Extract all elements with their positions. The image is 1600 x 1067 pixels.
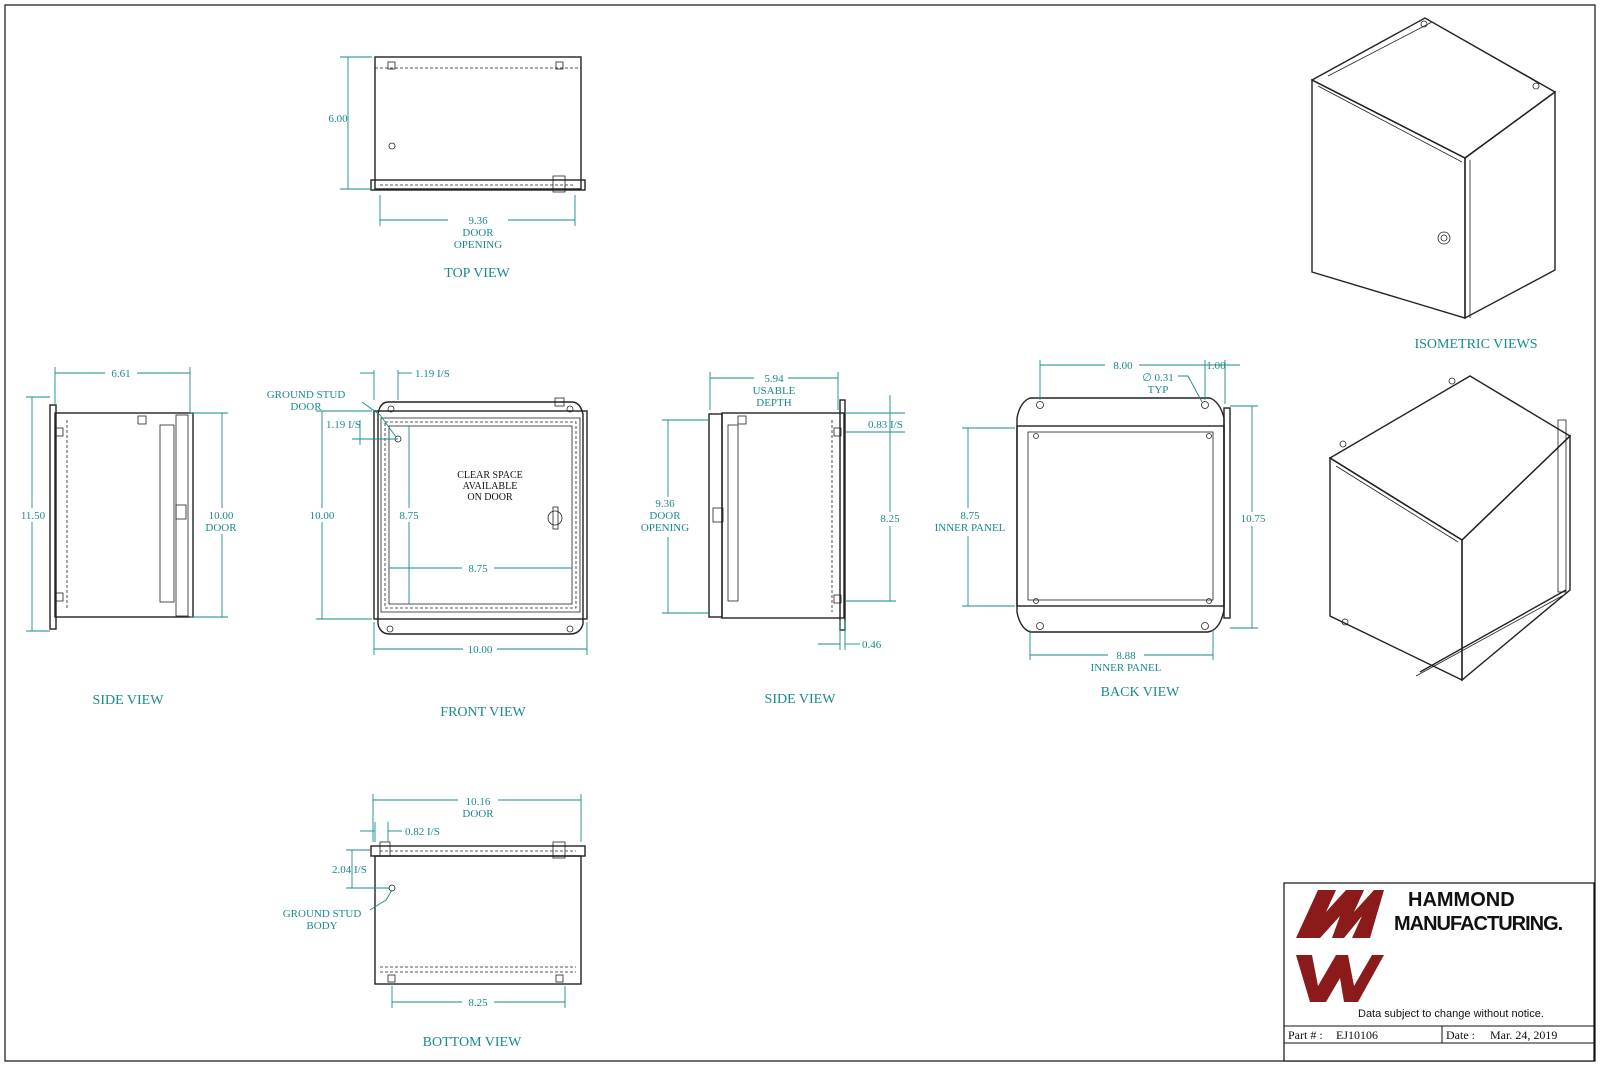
side-left-depth-dim: 6.61 xyxy=(111,368,131,380)
back-inner-panel-height-dim: 8.75 xyxy=(960,510,980,522)
isometric-view-bottom xyxy=(1330,376,1570,680)
top-opening-dim-line2: DOOR xyxy=(462,227,494,239)
top-opening-dim: 9.36 xyxy=(468,215,488,227)
side-view-left-label: SIDE VIEW xyxy=(92,693,164,708)
side-left-height-dim: 11.50 xyxy=(20,510,46,522)
front-view xyxy=(307,370,587,656)
side-right-opening-dim-line3: OPENING xyxy=(640,522,690,534)
back-1075-dim: 10.75 xyxy=(1240,513,1266,525)
side-left-door-dim: 10.00 xyxy=(208,510,234,522)
top-view-label: TOP VIEW xyxy=(444,266,510,281)
back-hole-dim: ∅ 0.31 xyxy=(1142,372,1174,384)
side-view-left xyxy=(18,366,239,631)
front-view-label: FRONT VIEW xyxy=(440,705,526,720)
bottom-ground-stud-label-line2: BODY xyxy=(306,920,338,932)
bottom-204-dim: 2.04 I/S xyxy=(332,864,367,876)
back-800-dim: 8.00 xyxy=(1113,360,1133,372)
back-hole-dim-line2: TYP xyxy=(1147,384,1169,396)
top-depth-dim: 6.00 xyxy=(328,113,348,125)
bottom-door-dim: 10.16 xyxy=(465,796,491,808)
back-view-label: BACK VIEW xyxy=(1100,685,1180,700)
top-view xyxy=(340,57,585,226)
brand-name-line1: HAMMOND xyxy=(1408,889,1515,911)
back-inner-panel-width-dim-line2: INNER PANEL xyxy=(1090,662,1162,674)
side-right-opening-dim: 9.36 xyxy=(655,498,675,510)
part-number-label: Part # : xyxy=(1288,1028,1323,1042)
side-right-046-dim: 0.46 xyxy=(862,639,882,651)
side-view-right xyxy=(648,371,906,650)
isometric-views-label: ISOMETRIC VIEWS xyxy=(1414,337,1538,352)
bottom-view xyxy=(346,793,585,1009)
back-100-dim: 1.00 xyxy=(1206,360,1226,372)
top-opening-dim-line3: OPENING xyxy=(453,239,503,251)
back-inner-panel-height-dim-line2: INNER PANEL xyxy=(934,522,1006,534)
back-inner-panel-width-dim: 8.88 xyxy=(1116,650,1136,662)
isometric-view-top xyxy=(1312,18,1555,318)
front-clear-space-note-line3: ON DOOR xyxy=(467,492,513,503)
front-119-top-dim: 1.19 I/S xyxy=(415,368,450,380)
front-clear-space-note: CLEAR SPACE xyxy=(457,470,523,481)
front-ground-stud-label: GROUND STUD xyxy=(266,389,346,401)
front-clear-space-note-line2: AVAILABLE xyxy=(462,481,518,492)
bottom-082-dim: 0.82 I/S xyxy=(405,826,440,838)
side-right-depth-dim: 5.94 xyxy=(764,373,784,385)
part-number-value: EJ10106 xyxy=(1336,1028,1378,1042)
side-right-depth-dim-line2: USABLE xyxy=(752,385,796,397)
front-119-left-dim: 1.19 I/S xyxy=(326,419,361,431)
front-height-dim: 10.00 xyxy=(309,510,335,522)
side-right-depth-dim-line3: DEPTH xyxy=(756,397,792,409)
front-inner-width-dim: 8.75 xyxy=(468,563,488,575)
bottom-view-label: BOTTOM VIEW xyxy=(422,1035,522,1050)
date-label: Date : xyxy=(1446,1028,1475,1042)
front-width-dim: 10.00 xyxy=(467,644,493,656)
bottom-825-dim: 8.25 xyxy=(468,997,488,1009)
side-right-083-dim: 0.83 I/S xyxy=(868,419,903,431)
side-left-door-dim-line2: DOOR xyxy=(205,522,237,534)
brand-name-line2: MANUFACTURING. xyxy=(1394,913,1563,935)
date-value: Mar. 24, 2019 xyxy=(1490,1028,1558,1042)
side-right-825-dim: 8.25 xyxy=(880,513,900,525)
side-view-right-label: SIDE VIEW xyxy=(764,692,836,707)
front-ground-stud-label-line2: DOOR xyxy=(290,401,322,413)
bottom-ground-stud-label: GROUND STUD xyxy=(282,908,362,920)
side-right-opening-dim-line2: DOOR xyxy=(649,510,681,522)
front-inner-height-dim: 8.75 xyxy=(399,510,419,522)
bottom-door-dim-line2: DOOR xyxy=(462,808,494,820)
data-change-notice: Data subject to change without notice. xyxy=(1358,1008,1544,1020)
